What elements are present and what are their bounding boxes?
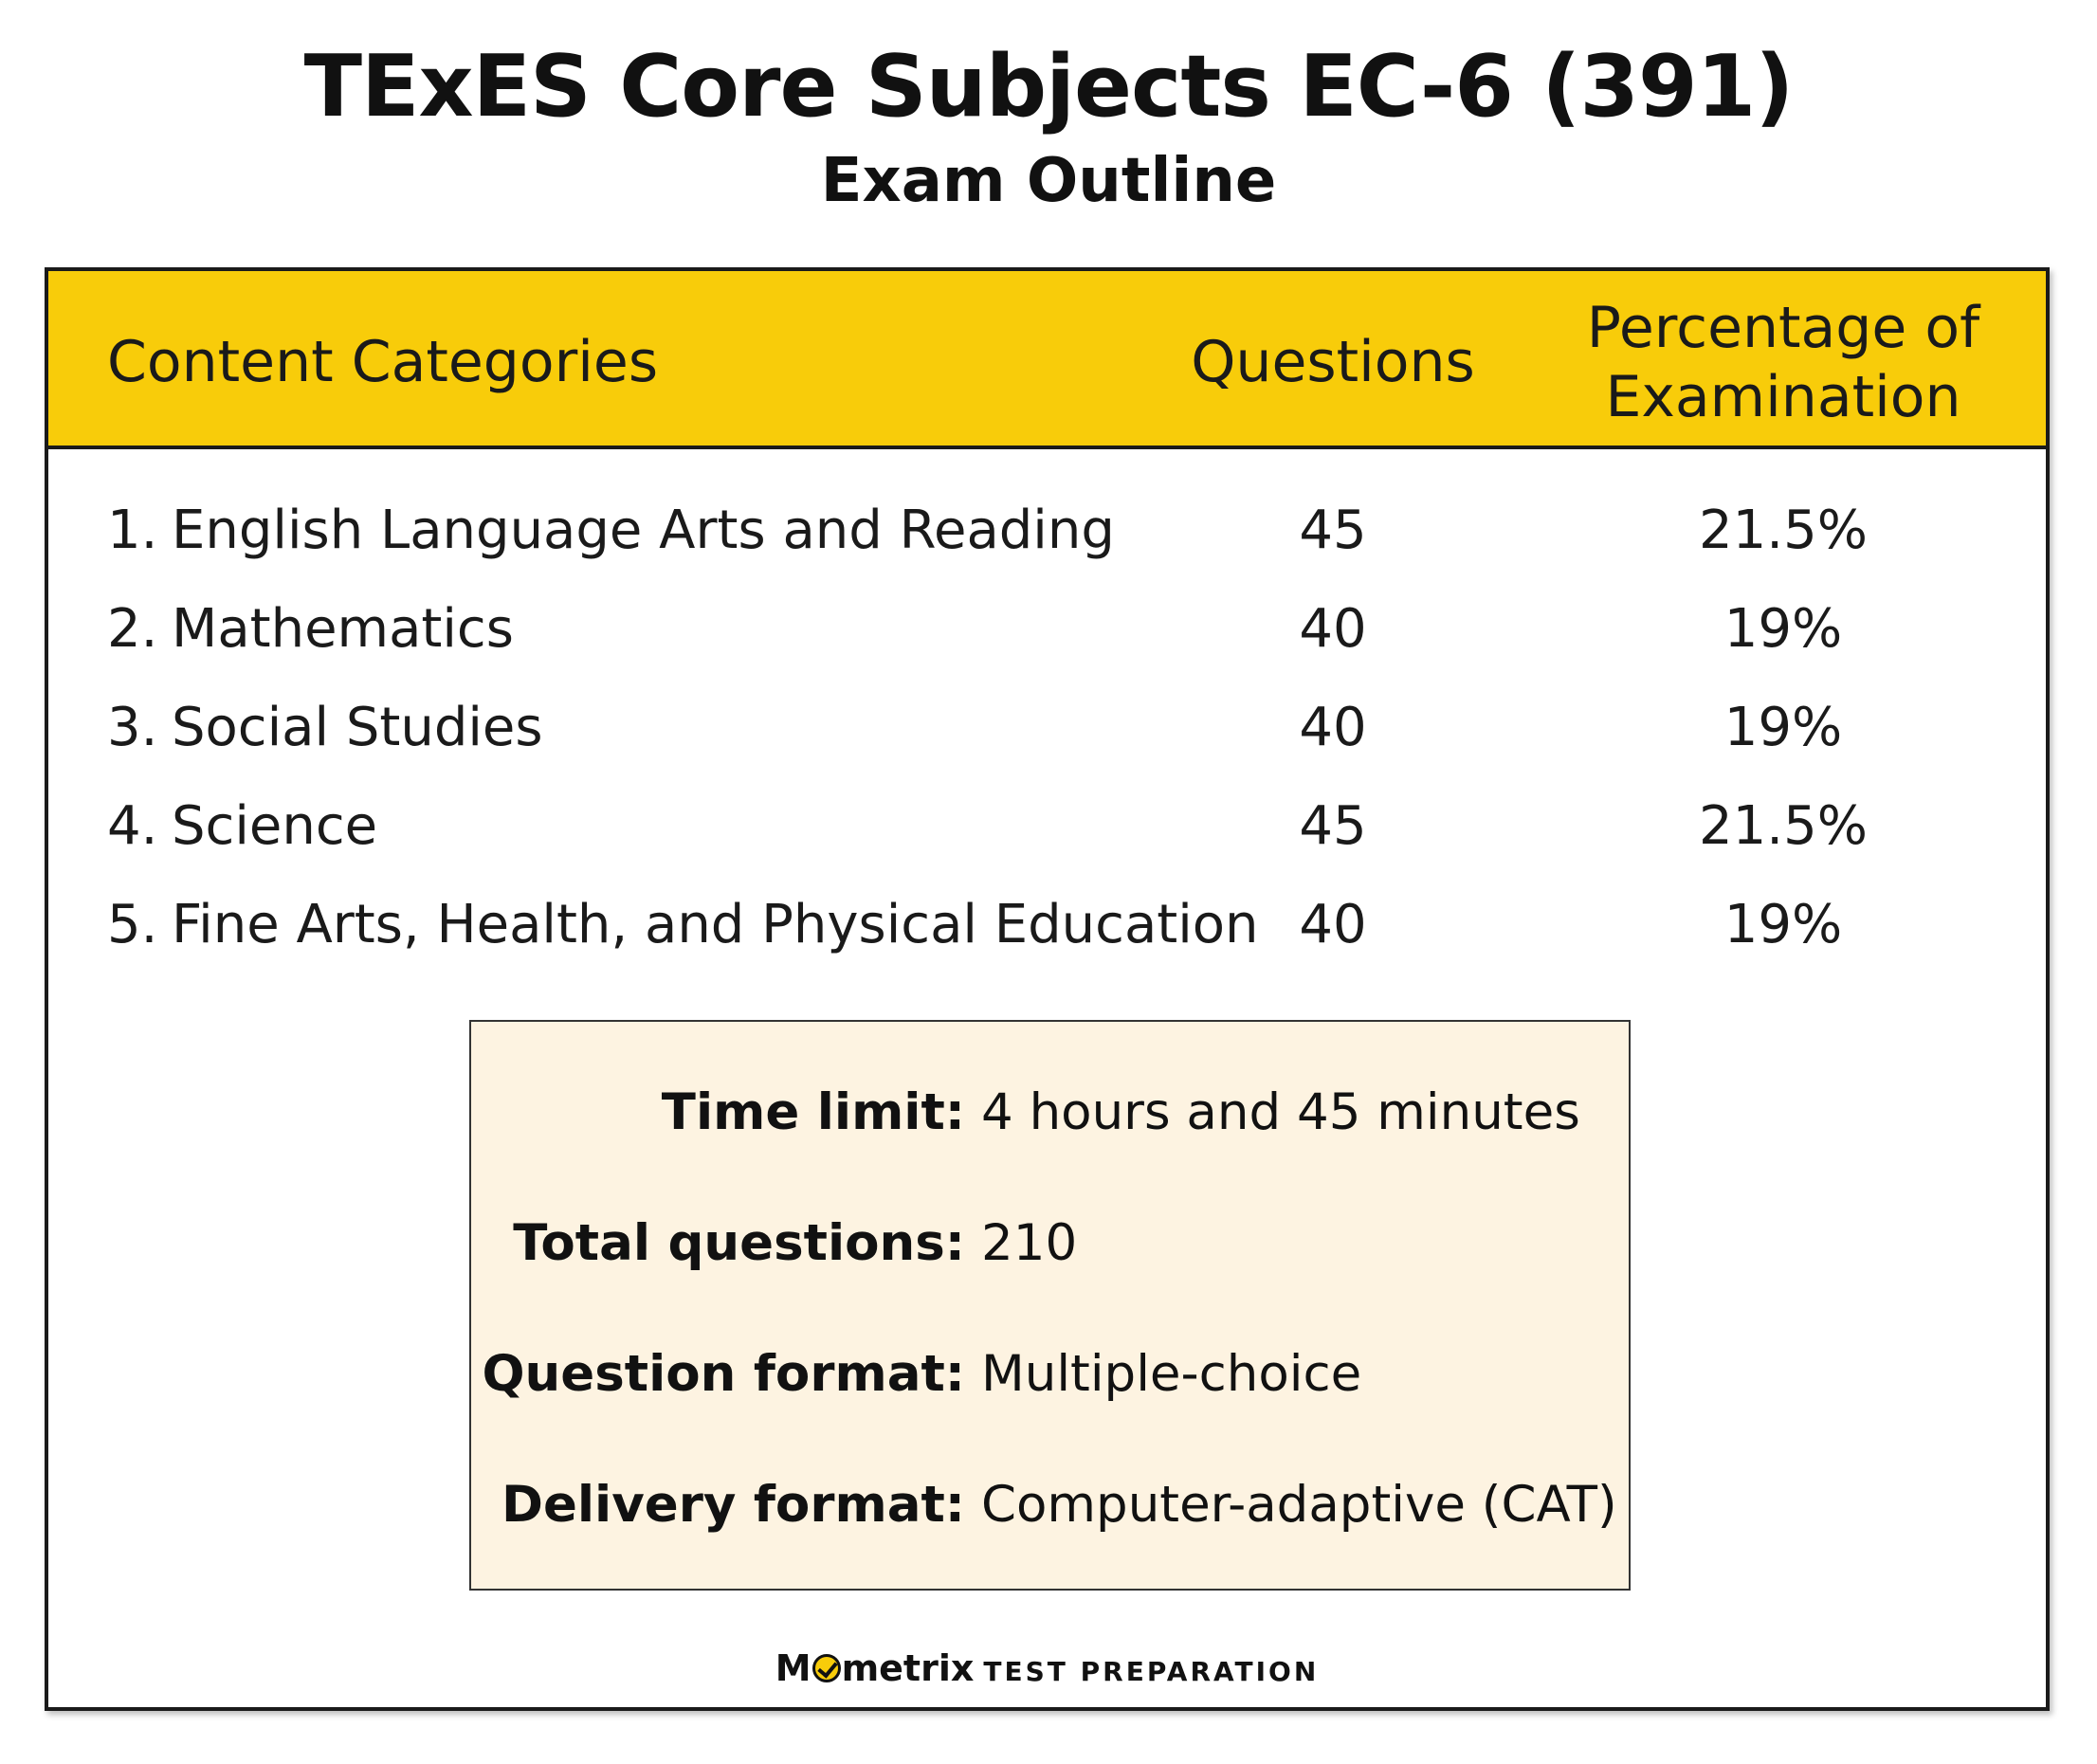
row-percentage: 21.5% [1699,500,1868,561]
logo-brand: M metrix [775,1647,975,1689]
info-label: Time limit: [661,1083,965,1141]
row-percentage: 21.5% [1699,795,1868,857]
mometrix-logo [48,1647,2046,1689]
row-percentage: 19% [1723,697,1843,758]
row-category: English Language Arts and Reading [172,500,1115,561]
row-number: 1. [107,500,158,561]
row-number: 5. [107,894,158,955]
header-percentage [1546,294,2020,432]
page-subtitle: Exam Outline [820,146,1277,216]
info-label: Delivery format: [501,1476,965,1534]
row-category: Fine Arts, Health, and Physical Education [172,894,1259,955]
row-category: Mathematics [172,598,514,660]
row-number: 4. [107,795,158,857]
page-title: TExES Core Subjects EC-6 (391) [303,37,1794,136]
row-percentage: 19% [1723,598,1843,660]
row-number: 3. [107,697,158,758]
table-header [48,271,2046,449]
table-body [48,499,2046,991]
logo-tagline: TEST PREPARATION [983,1656,1320,1687]
info-row-time-limit [471,1082,1629,1158]
row-percentage: 19% [1723,894,1843,955]
header-percentage-line1: Percentage of [1586,295,1980,361]
header-percentage-line2: Examination [1605,364,1961,431]
table-row [48,794,2046,893]
row-questions: 40 [1299,598,1367,660]
info-value: Computer-adaptive (CAT) [981,1476,1617,1534]
row-questions: 45 [1299,795,1367,857]
exam-details-box [469,1020,1631,1591]
table-row [48,597,2046,696]
row-category: Social Studies [172,697,543,758]
exam-outline-frame [45,267,2050,1711]
table-row [48,893,2046,991]
info-label: Question format: [482,1345,965,1403]
header-questions: Questions [1191,329,1475,395]
info-row-question-format [471,1344,1629,1420]
row-questions: 45 [1299,500,1367,561]
row-questions: 40 [1299,697,1367,758]
info-row-delivery-format [471,1475,1629,1551]
info-value: 210 [981,1214,1078,1272]
table-row [48,696,2046,794]
info-value: 4 hours and 45 minutes [981,1083,1580,1141]
info-label: Total questions: [513,1214,965,1272]
row-category: Science [172,795,378,857]
header-content-categories: Content Categories [107,329,659,395]
table-row [48,499,2046,597]
row-questions: 40 [1299,894,1367,955]
info-value: Multiple-choice [981,1345,1362,1403]
check-circle-icon [812,1654,841,1682]
info-row-total-questions [471,1213,1629,1289]
row-number: 2. [107,598,158,660]
